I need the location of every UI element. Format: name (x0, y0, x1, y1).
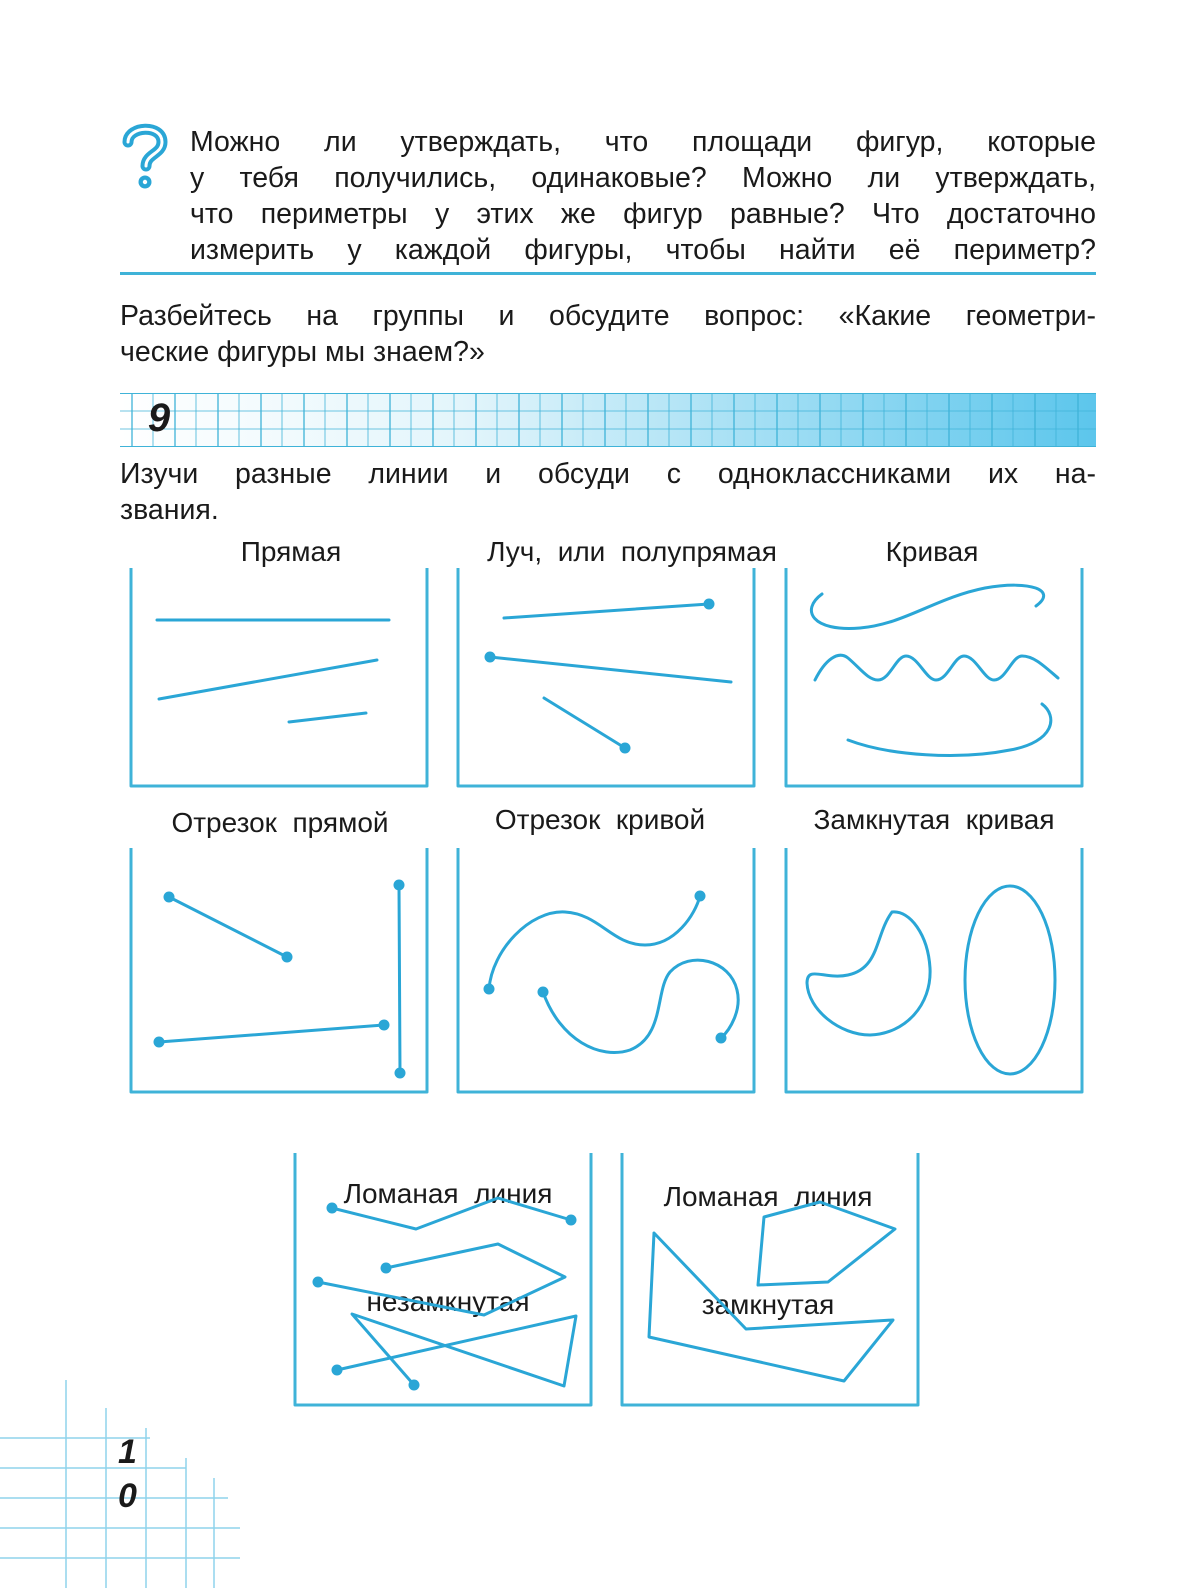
segment-endpoint (395, 1068, 406, 1079)
curve-line (848, 704, 1051, 755)
panel-title-line: незамкнутая (366, 1286, 530, 1317)
straight-lines (157, 620, 389, 722)
group-task-line: Разбейтесь на группы и обсудите вопрос: «Какие геометри- (120, 300, 1096, 332)
polyline-endpoint (332, 1365, 343, 1376)
segment-endpoint (282, 952, 293, 963)
rays (485, 599, 732, 754)
task-number: 9 (147, 396, 171, 440)
segment-endpoint (164, 892, 175, 903)
closed-polyline (758, 1202, 895, 1285)
ray-origin-point (704, 599, 715, 610)
closed-polyline (649, 1233, 893, 1381)
task-line: Изучи разные линии и обсуди с одноклассниками их на- (120, 458, 1096, 490)
panel-title-line: Ломаная линия (343, 1178, 553, 1209)
polyline-endpoint (313, 1277, 324, 1288)
straight-line (289, 713, 366, 722)
polyline-endpoint (381, 1263, 392, 1274)
curve-line (815, 655, 1058, 680)
curves (811, 585, 1058, 755)
curve-segment-endpoint (695, 891, 706, 902)
ray-line (490, 657, 731, 682)
question-line: Можно ли утверждать, что площади фигур, которые (190, 126, 1096, 158)
task-line: звания. (120, 494, 219, 526)
open-polyline (337, 1314, 576, 1386)
segment-line (399, 885, 400, 1073)
polyline-endpoint (409, 1380, 420, 1391)
curve-segment-endpoint (716, 1033, 727, 1044)
panel-title-curve-segment: Отрезок кривой (494, 804, 706, 835)
segment-line (159, 1025, 384, 1042)
segments (154, 880, 406, 1079)
question-line: у тебя получились, одинаковые? Можно ли утверждать, (190, 162, 1096, 194)
closed-polylines (649, 1202, 895, 1381)
ray-origin-point (620, 743, 631, 754)
panel-title-line: замкнутая (701, 1289, 835, 1320)
segment-endpoint (394, 880, 405, 891)
frame-segment (131, 848, 427, 1092)
ray-origin-point (485, 652, 496, 663)
panel-title-segment: Отрезок прямой (171, 807, 389, 838)
frame-curve (786, 568, 1082, 786)
panel-title-curve: Кривая (885, 536, 979, 567)
frame-curve-segment (458, 848, 754, 1092)
straight-line (159, 660, 377, 699)
open-polyline (318, 1244, 565, 1315)
closed-curve-crescent (807, 912, 930, 1035)
segment-endpoint (154, 1037, 165, 1048)
open-polyline (332, 1198, 571, 1229)
question-line: измерить у каждой фигуры, чтобы найти её периметр? (190, 234, 1096, 266)
curve-line (811, 585, 1043, 628)
segment-line (169, 897, 287, 957)
panel-title-closed-curve: Замкнутая кривая (813, 804, 1055, 835)
closed-curves (807, 886, 1055, 1074)
curve-segments (484, 891, 739, 1053)
ray-line (544, 698, 625, 748)
frame-closed-polyline (622, 1153, 918, 1405)
polyline-endpoint (327, 1203, 338, 1214)
panel-title-straight: Прямая (240, 536, 342, 567)
group-task-line: ческие фигуры мы знаем?» (120, 336, 485, 368)
ray-line (504, 604, 709, 618)
curve-segment-endpoint (484, 984, 495, 995)
closed-curve-ellipse (965, 886, 1055, 1074)
panel-title-line: Ломаная линия (663, 1181, 873, 1212)
polyline-endpoint (566, 1215, 577, 1226)
question-line: что периметры у этих же фигур равные? Что достаточно (190, 198, 1096, 230)
panel-title-ray: Луч, или полупрямая (487, 536, 777, 567)
curve-segment-line (543, 960, 738, 1052)
panel-frames (131, 568, 1082, 1405)
open-polylines (313, 1198, 577, 1391)
segment-endpoint (379, 1020, 390, 1031)
curve-segment-endpoint (538, 987, 549, 998)
page-number: 1 0 (118, 1433, 143, 1515)
